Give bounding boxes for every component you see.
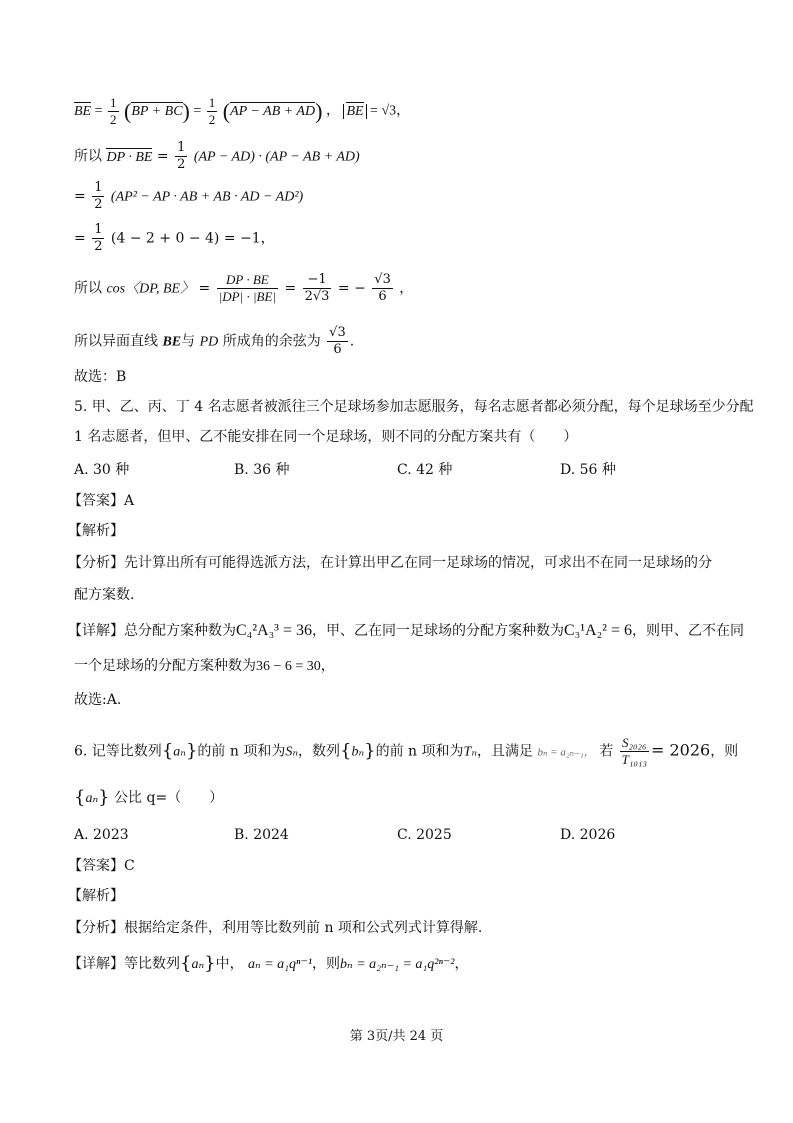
formula-same: C₃¹A₂² = 6	[564, 622, 632, 639]
seq-bn: bₙ	[351, 744, 365, 760]
expanded-expression: (AP² − AP · AB + AB · AD − AD²)	[110, 189, 304, 205]
value-sqrt3: √3	[381, 103, 397, 119]
xiangjie-label: 【详解】	[68, 956, 124, 972]
q5-option-b: B. 36 种	[234, 462, 290, 478]
vector-be-abs: BE	[346, 103, 364, 119]
q6-fenxi: 【分析】根据给定条件，利用等比数列前 n 项和公式列式计算得解.	[68, 920, 483, 936]
seq-an: aₙ	[173, 744, 186, 760]
fraction-half: $\frac{1}{2}$	[94, 222, 103, 254]
cos-expression: cos〈DP, BE〉	[106, 281, 195, 297]
q6-option-b: B. 2024	[234, 827, 289, 843]
seq-an: aₙ	[85, 791, 99, 806]
q5-option-c: C. 42 种	[397, 462, 453, 478]
page-footer: 第 3页/共 24 页	[349, 1029, 444, 1044]
condition-bn: bₙ = a₂ₙ₋₁，	[537, 746, 595, 759]
text-suoyi: 所以	[74, 280, 102, 297]
vector-be: BE	[74, 103, 92, 119]
q6-stem-line2: {aₙ} 公比 q=（ ）	[74, 787, 224, 808]
dot-product-lhs: DP · BE	[106, 149, 153, 165]
fraction-half: $\frac{1}{2}$	[208, 95, 216, 127]
vector-sum-1: BP + BC	[131, 103, 183, 119]
vector-sum-2: AP − AB + AD	[230, 103, 316, 119]
q5-answer-line: 故选:A.	[74, 692, 122, 708]
solution-eq-value: = $\frac{1}{2}$ (4 − 2 + 0 − 4) = −1，	[74, 222, 275, 254]
q5-stem-line2: 1 名志愿者，但甲、乙不能安排在同一个足球场，则不同的分配方案共有（ ）	[74, 429, 578, 445]
cosine-value: $\frac{√3}{6}$	[329, 325, 346, 357]
formula-total: C₄²A₃³ = 36	[236, 622, 312, 639]
formula-diff: 36 − 6 = 30	[256, 659, 321, 674]
sum-sn: Sₙ	[285, 744, 299, 760]
fraction-half: $\frac{1}{2}$	[94, 180, 103, 212]
prev-answer-line: 故选：B	[74, 369, 127, 385]
computed-value: (4 − 2 + 0 − 4) = −1，	[110, 230, 275, 247]
q5-analysis-title: 【解析】	[68, 523, 124, 539]
formula-an: aₙ = a₁qⁿ⁻¹	[248, 957, 313, 972]
xiangjie-label: 【详解】	[68, 623, 124, 639]
q6-analysis-title: 【解析】	[68, 888, 124, 904]
ratio-value: = 2026	[650, 740, 711, 760]
formula-bn: bₙ = a₂ₙ₋₁ = a₁q²ⁿ⁻²	[340, 957, 455, 972]
cos-fraction-1: $\frac{DP \cdot BE}{|DP| \cdot |BE|}$	[218, 272, 276, 304]
q6-stem-line1: 6. 记等比数列{aₙ}的前 n 项和为Sₙ，数列{bₙ}的前 n 项和为Tₙ，且满足 bₙ = a₂ₙ₋₁， 若 $\frac{\text{S₂₀₂₆}}{\text{T₁₀₁₃}}$ = 2026，则	[74, 735, 739, 767]
q5-stem-line1: 5. 甲、乙、丙、丁 4 名志愿者被派往三个足球场参加志愿服务，每名志愿者都必须分配，每个足球场至少分配	[74, 399, 754, 415]
solution-conclusion: 所以异面直线 BE与 PD 所成角的余弦为 $\frac{√3}{6}$ .	[74, 325, 355, 357]
sum-tn: Tₙ	[463, 744, 477, 760]
text-suoyi: 所以	[74, 148, 102, 165]
cos-fraction-3: $\frac{√3}{6}$	[374, 272, 391, 304]
dot-product-rhs: (AP − AD) · (AP − AB + AD)	[193, 149, 360, 165]
solution-eq-be: BE = $\frac{1}{2}$ (BP + BC) = $\frac{1}{2}$ (AP − AB + AD) ， BE = √3，	[74, 95, 411, 127]
solution-eq-dot: 所以 DP · BE = $\frac{1}{2}$ (AP − AD) · (AP − AB + AD)	[74, 140, 360, 172]
q6-option-a: A. 2023	[74, 827, 129, 843]
line-pd: PD	[199, 334, 219, 350]
fraction-half: $\frac{1}{2}$	[110, 95, 117, 127]
cos-fraction-2: $\frac{-1}{2√3}$	[304, 272, 330, 304]
solution-eq-expand: = $\frac{1}{2}$ (AP² − AP · AB + AB · AD − AD²)	[74, 180, 304, 212]
q5-fenxi-line1: 【分析】先计算出所有可能得选派方法，在计算出甲乙在同一足球场的情况，可求出不在同一足球场的分	[68, 555, 712, 571]
ratio-fraction: $\frac{\text{S₂₀₂₆}}{\text{T₁₀₁₃}}$	[621, 735, 647, 767]
q5-xiangjie-line2: 一个足球场的分配方案种数为36 − 6 = 30，	[74, 658, 335, 674]
q5-answer: 【答案】A	[68, 493, 135, 509]
q5-xiangjie-line1: 【详解】总分配方案种数为C₄²A₃³ = 36，甲、乙在同一足球场的分配方案种数为C₃¹A₂² = 6，则甲、乙不在同	[68, 622, 744, 639]
q6-xiangjie-line: 【详解】等比数列{aₙ}中， aₙ = a₁qⁿ⁻¹，则bₙ = a₂ₙ₋₁ = a₁q²ⁿ⁻²，	[68, 953, 469, 974]
q5-option-d: D. 56 种	[560, 462, 616, 478]
fraction-half: $\frac{1}{2}$	[177, 140, 186, 172]
line-be: BE	[162, 334, 182, 350]
solution-eq-cos: 所以 cos〈DP, BE〉 = $\frac{DP \cdot BE}{|DP| \cdot |BE|}$ = $\frac{-1}{2√3}$ = − $\frac{√3}{6}$ ，	[74, 272, 414, 304]
q6-option-d: D. 2026	[560, 827, 616, 843]
q6-answer: 【答案】C	[68, 858, 135, 874]
seq-an: aₙ	[191, 957, 205, 972]
q5-option-a: A. 30 种	[74, 462, 130, 478]
q6-option-c: C. 2025	[397, 827, 452, 843]
q5-fenxi-line2: 配方案数.	[74, 587, 135, 603]
